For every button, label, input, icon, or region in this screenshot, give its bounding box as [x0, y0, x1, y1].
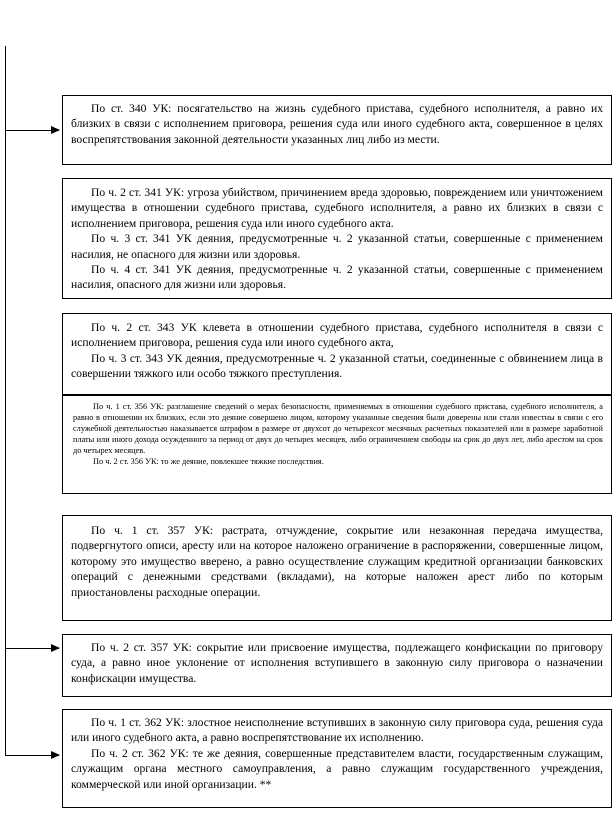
article-340-box	[62, 95, 612, 165]
article-356-box	[62, 395, 612, 494]
article-343-part2-text: По ч. 2 ст. 343 УК клевета в отношении судебного пристава, судебного исполнителя в связи с исполнением приговора, решения суда или иного судебного акта,	[71, 321, 603, 350]
article-357-part2-box	[62, 634, 612, 697]
arrow-to-art-340	[5, 130, 59, 131]
article-343-part3-text: По ч. 3 ст. 343 УК деяния, предусмотренные ч. 2 указанной статьи, соединенные с обвинением лица в совершении тяжкого или особо тяжкого преступления.	[71, 351, 603, 381]
article-341-part4-text: По ч. 4 ст. 341 УК деяния, предусмотренные ч. 2 указанной статьи, совершенные с применением насилия, опасного для жизни или здоровья.	[71, 263, 603, 292]
arrow-to-art-362	[5, 755, 59, 756]
article-362-box	[62, 709, 612, 808]
connector-trunk-line	[5, 46, 6, 756]
article-341-part2-text: По ч. 2 ст. 341 УК: угроза убийством, причинением вреда здоровью, повреждением или уничтожением имущества в отношении судебного пристава, судебного исполнителя, а равно их близких в связи с исполнением приговора, решения суда или иного судебного акта.	[71, 186, 603, 230]
article-362-part2-text: По ч. 2 ст. 362 УК: те же деяния, совершенные представителем власти, государственным служащим, служащим органа местного самоуправления, а равно служащим государственного учреждения, коммерческой или иной организации. **	[71, 746, 603, 791]
article-343-box	[62, 313, 612, 395]
article-341-box	[62, 178, 612, 299]
article-357-part1-box	[62, 515, 612, 621]
article-356-part1-text: По ч. 1 ст. 356 УК: разглашение сведений о мерах безопасности, применяемых в отношении судебного пристава, судебного исполнителя, а равно в отношении их близких, если это деяние совершено лицом, которому указанные сведения были доверены или стали известны в связи с его служебной деятельностью наказывается штрафом в размере от двухсот до четырехсот месячных расчетных показателей или в размере заработной платы или иного дохода осужденного за период от двух до четырех месяцев, либо ограничением свободы на срок до двух лет, либо арестом на срок до четырех месяцев.	[73, 402, 603, 455]
article-356-part2-text: По ч. 2 ст. 356 УК: то же деяние, повлекшее тяжкие последствия.	[93, 456, 324, 466]
article-362-part1-text: По ч. 1 ст. 362 УК: злостное неисполнение вступивших в законную силу приговора суда, решения суда или иного судебного акта, а равно воспрепятствование их исполнению.	[71, 716, 603, 745]
article-341-part3-text: По ч. 3 ст. 341 УК деяния, предусмотренные ч. 2 указанной статьи, совершенные с применением насилия, не опасного для жизни или здоровья.	[71, 232, 603, 261]
article-340-text: По ст. 340 УК: посягательство на жизнь судебного пристава, судебного исполнителя, а равно их близких в связи с исполнением приговора, решения суда или иного судебного акта, совершенное в целях воспрепятствования законной деятельности указанных лиц либо из мести.	[71, 102, 603, 146]
arrow-to-art-357-2	[5, 648, 59, 649]
article-357-part2-text: По ч. 2 ст. 357 УК: сокрытие или присвоение имущества, подлежащего конфискации по приговору суда, а равно иное уклонение от исполнения вступившего в законную силу приговора о назначении конфискации имущества.	[71, 641, 603, 685]
article-357-part1-text: По ч. 1 ст. 357 УК: растрата, отчуждение, сокрытие или незаконная передача имущества, подвергнутого описи, аресту или на которое наложено ограничение в распоряжении, совершенные лицом, которому это имущество вверено, а равно осуществление служащим кредитной организации банковских операций с денежными средствами (вкладами), на которые наложен арест либо по которым приостановлены расходные операции.	[71, 524, 603, 599]
